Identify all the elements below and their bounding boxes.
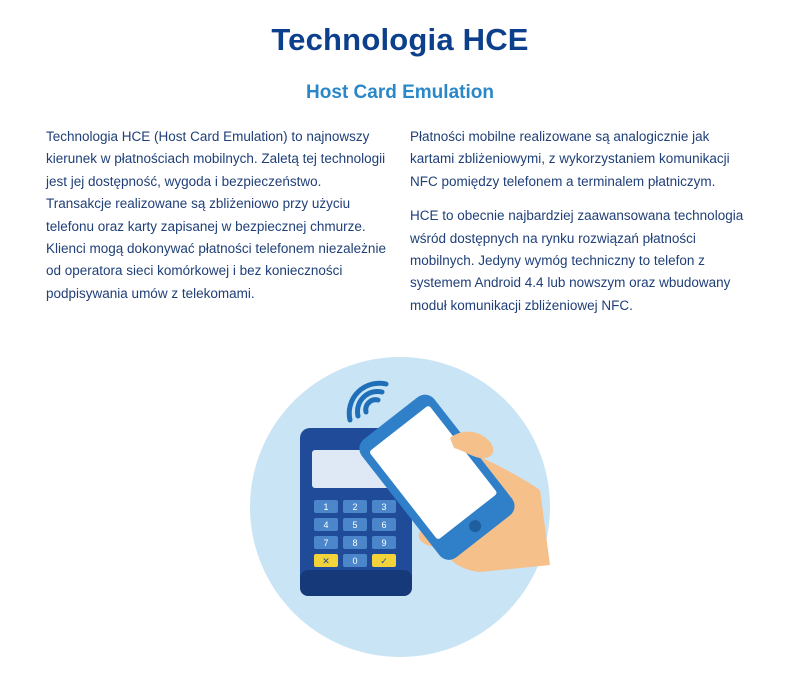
keypad-key-label: 7 xyxy=(323,538,329,548)
keypad-key-label: 6 xyxy=(381,520,387,530)
payment-illustration-svg xyxy=(240,350,570,660)
keypad-key-label: 1 xyxy=(323,502,329,512)
keypad-key-label: 5 xyxy=(352,520,358,530)
keypad-key-label: ✕ xyxy=(322,556,330,566)
right-paragraph-2: HCE to obecnie najbardziej zaawansowana technologia wśród dostępnych na rynku rozwiązań płatności mobilnych. Jedyny wymóg techniczny to telefon z systemem Android 4.4 lub nowszym oraz wbudowany moduł komunikacji zbliżeniowej NFC. xyxy=(410,208,744,313)
right-paragraph-1: Płatności mobilne realizowane są analogicznie jak kartami zbliżeniowymi, z wykorzystaniem komunikacji NFC pomiędzy telefonem a terminalem płatniczym. xyxy=(410,129,730,189)
keypad-key-label: 8 xyxy=(352,538,358,548)
right-column xyxy=(410,126,756,329)
left-paragraph: Technologia HCE (Host Card Emulation) to najnowszy kierunek w płatnościach mobilnych. Zaletą tej technologii jest jej dostępność, wygoda i bezpieczeństwo. Transakcje realizowane są zbliżeniowo przy użyciu telefonu oraz karty zapisanej w bezpiecznej chmurze. Klienci mogą dokonywać płatności telefonem niezależnie od operatora sieci komórkowej i bez konieczności podpisywania umów z telekomami. xyxy=(46,129,386,301)
keypad-key-label: 9 xyxy=(381,538,387,548)
keypad-key-label: ✓ xyxy=(380,556,388,566)
keypad-key-label: 2 xyxy=(352,502,358,512)
page-title: Technologia HCE xyxy=(271,22,529,57)
left-column xyxy=(46,126,386,317)
keypad-key-label: 0 xyxy=(352,556,358,566)
page-subtitle: Host Card Emulation xyxy=(306,82,494,103)
keypad-key-label: 3 xyxy=(381,502,387,512)
keypad-key-label: 4 xyxy=(323,520,329,530)
terminal-base xyxy=(300,570,412,596)
hce-payment-illustration xyxy=(240,350,570,660)
